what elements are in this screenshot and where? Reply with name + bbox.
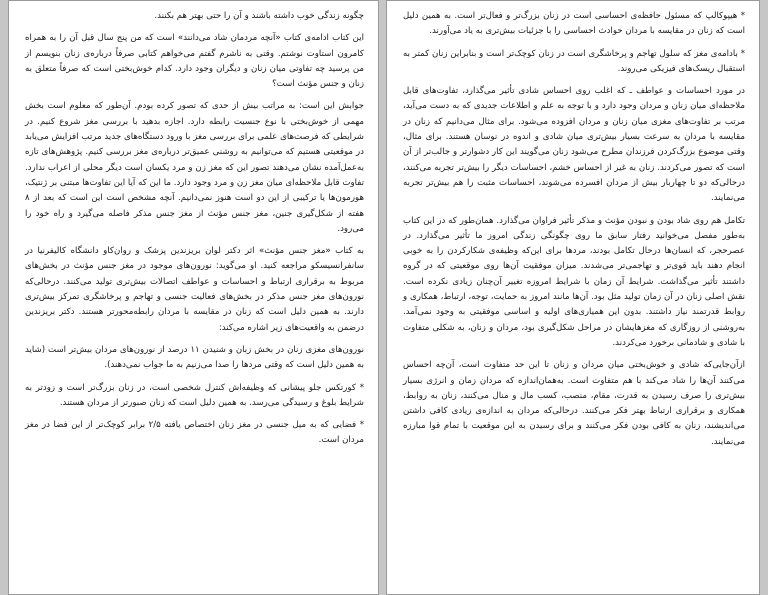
left-paragraph-5: نورون‌های مغزی زنان در بخش زبان و شنیدن ۱۱ درصد از نورون‌های مردان بیش‌تر است (شاید به همین دلیل است که وقتی مردها را صدا می‌زنیم به ما جواب نمی‌دهند). — [25, 344, 364, 371]
right-paragraph-1: * هیپوکالپ که مسئول حافظه‌ی احساسی است در زنان بزرگ‌تر و فعال‌تر است. به همین دلیل است که زنان در مقایسه با مردان حوادث احساسی را با جزئیات بیش‌تری به یاد می‌آورند. — [403, 11, 745, 37]
right-page — [386, 0, 760, 595]
right-paragraph-3: در مورد احساسات و عواطف ـ که اغلب روی احساس شادی تأثیر می‌گذارد، تفاوت‌های قابل ملاحظه‌ای میان زنان و مردان وجود دارد و با توجه به علم و اطلاعات جدیدی که به دست می‌آید، مرتب بر تفاوت‌های مغزی میان زنان و مردان افزوده می‌شود. برای مثال می‌دانیم که زنان در مقایسه با مردان به سرعت بسیار بیش‌تری میان شادی و اندوه در نوسان هستند. برای مثال، وقتی موضوع بزرگ‌کردن فرزندان مطرح می‌شود زنان می‌گویند این کار دشوارتر و جالب‌تر از آن است که تصور می‌کردند. زنان به غیر از احساس خشم، احساسات دیگر را بیش‌تر تجربه می‌کنند، درحالی‌که دو تا چهاربار بیش از مردان افسرده می‌شوند، احساسات مثبت را هم بیش‌تر تجربه می‌نمایند. — [403, 86, 745, 204]
right-paragraph-2: * بادامه‌ی مغز که سلول تهاجم و پرخاشگری است در زنان کوچک‌تر است و بنابراین زنان کمتر به استقبال ریسک‌های فیزیکی می‌روند. — [403, 48, 745, 74]
right-paragraph-5: ازآن‌جایی‌که شادی و خوش‌بختی میان مردان و زنان تا این حد متفاوت است، آن‌چه احساس می‌کنند آن‌ها را شاد می‌کند با هم متفاوت است. به‌همان‌اندازه که مردان زمان و انرژی بسیار بیش‌تری را صرف رسیدن به قدرت، مقام، منصب، کسب مال و منال می‌کنند، زنان به روابط، همکاری و برقراری ارتباط بهتر فکر می‌کنند. درحالی‌که مردان به اندازه‌ی زیادی کافی داشتن می‌اندیشند، زنان به کافی بودن فکر می‌کنند و برای رسیدن به این موقعیت با تمام قوا مبارزه می‌نمایند. — [403, 360, 745, 447]
left-paragraph-1: چگونه زندگی خوب داشته باشند و آن را حتی بهتر هم بکنند. — [154, 11, 364, 21]
left-paragraph-3: جوابش این است: به مراتب بیش از حدی که تصور کرده بودم. آن‌طور که معلوم است بخش مهمی از خوش‌بختی با نوع جنسیت رابطه دارد. اجازه بدهید با بررسی مغز شروع کنیم. در شرایطی که فرصت‌های علمی برای بررسی مغز با ورود دستگاه‌های جدید مرتب افزایش می‌یابد در موقعیتی هستیم که می‌توانیم به روشنی عمیق‌تر درباره‌ی مغز بررسی کنیم. پژوهش‌های تازه به‌عمل‌آمده نشان می‌دهند تصور این که مغز زن و مرد یکسان است دیگر محلی از اعراب ندارد. تفاوت قابل ملاحظه‌ای میان مغز زن و مرد وجود دارد. ما این که آیا این تفاوت‌ها مبتنی بر ژنتیک، هورمون‌ها یا ترکیبی از این دو است هنوز نمی‌دانیم. آنچه مشخص است این است که بعد از ۸ هفته از شکل‌گیری جنین، مغز جنس مؤنث از مغز جنس مذکر فاصله می‌گیرد و راه خود را می‌رود. — [25, 101, 364, 234]
left-paragraph-4: به کتاب «مغز جنس مؤنث» اثر دکتر لوان بریزندین پزشک و روان‌کاو دانشگاه کالیفرنیا در سانفرانسیسکو مراجعه کنید. او می‌گوید: نورون‌های موجود در مغز جنس مؤنث در بخش‌های مربوط به برقراری ارتباط و احساسات و عواطف اتصالات بیش‌تری تولید می‌کنند. درحالی‌که نورون‌های مغز جنس مذکر در بخش‌های فعالیت جنسی و تهاجم و پرخاشگری تمرکز بیش‌تری دارند. به همین دلیل است که زنان در مقایسه با مردان رابطه‌محورتر هستند. دکتر بریزندین درضمن به واقعیت‌های زیر اشاره می‌کند: — [25, 246, 364, 333]
left-paragraph-7: * فضایی که به میل جنسی در مغز زنان اختصاص یافته ۲/۵ برابر کوچک‌تر از این فضا در مغز مردان است. — [25, 420, 364, 446]
left-paragraph-6: * کورتکس جلو پیشانی که وظیفه‌اش کنترل شخصی است، در زنان بزرگ‌تر است و زودتر به شرایط بلوغ و رسیدگی می‌رسد. به همین دلیل است که زنان صبورتر از مردان هستند. — [25, 382, 364, 408]
right-paragraph-4: تکامل هم روی شاد بودن و نبودن مؤنث و مذکر تأثیر فراوان می‌گذارد. همان‌طور که در این کتاب به‌طور مفصل می‌خوانید رفتار سابق ما روی چگونگی زندگی امروز ما تأثیر می‌گذارد. در عصرحجر، که انسان‌ها درحال تکامل بودند، مردها برای این‌که وظیفه‌ی شکارکردن را به خوبی انجام دهند باید قوی‌تر و تهاجمی‌تر می‌شدند. میزان موفقیت آن‌ها روی موقعیتی که در گروه داشتند تأثیر می‌گذاشت. شرایط آن زمان با شرایط امروزه تغییر آن‌چنان زیادی نکرده است. نقش اصلی زنان در آن زمان تولید مثل بود. آن‌ها مانند امروز به حمایت، توجه، ارتباط، همکاری و روابط قدرتمند نیاز داشتند. بدون این همیاری‌های اولیه و اساسی موفقیتی به وجود نمی‌آمد. به‌روشنی از روزگاری که مغزهایشان در مراحل شکل‌گیری بود، مردان و زنان، به شکلی متفاوت با شادی و شادمانی برخورد می‌کردند. — [403, 215, 745, 348]
left-paragraph-2: این کتاب ادامه‌ی کتاب «آنچه مردمان شاد می‌دانند» است که من پنج سال قبل آن را به همراه کامرون استاوت نوشتم. وقتی به ناشرم گفتم می‌خواهم کتابی صرفاً درباره‌ی زنان بنویسم از من پرسید چه تفاوتی میان زنان و دیگران وجود دارد. کدام خوش‌بختی است که صرفاً متعلق به زنان و جنس مؤنث است؟ — [25, 33, 364, 90]
left-page — [8, 0, 379, 595]
